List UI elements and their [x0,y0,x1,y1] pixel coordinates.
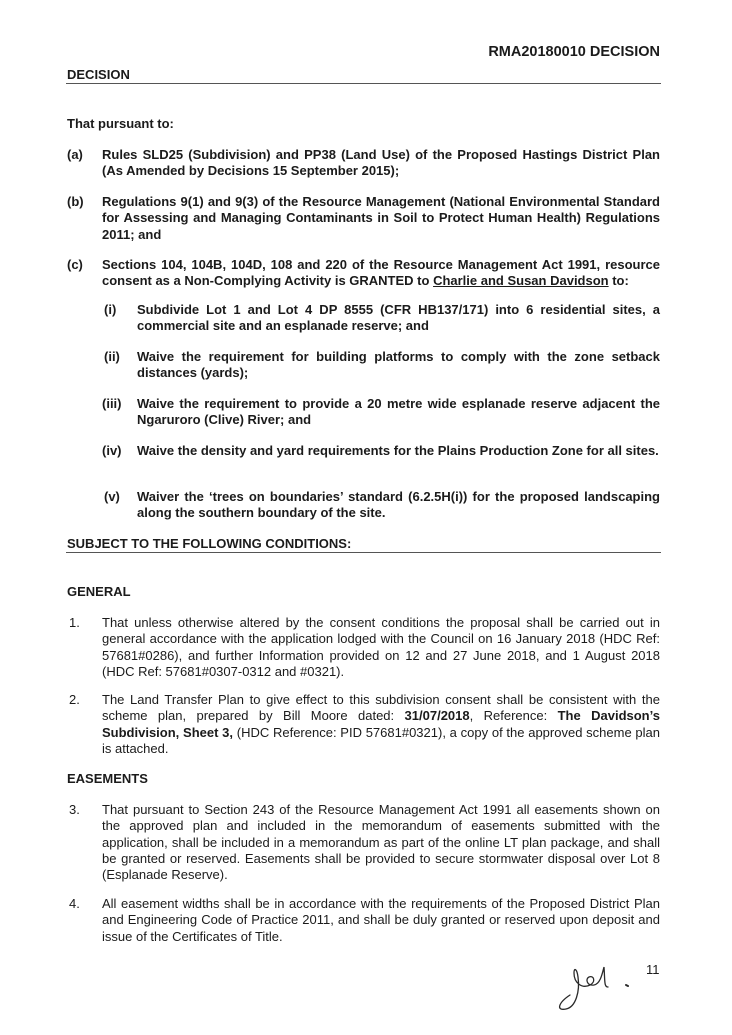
clause-text-tail: to: [608,273,629,289]
condition-text-a: The Land Transfer Plan to give effect to this subdivision consent shall be consistent with the scheme plan, prepared by Bill Moore dated: [102,692,660,724]
subclause-text: Waive the requirement to provide a 20 metre wide esplanade reserve adjacent the Ngaruroro (Clive) River; and [137,396,660,428]
clause-label: (c) [67,257,83,272]
clause-text [102,257,660,290]
subclause-text: Waive the density and yard requirements for the Plains Production Zone for all sites. [137,443,659,458]
subclause-text: Waiver the ‘trees on boundaries’ standard (6.2.5H(i)) for the proposed landscaping along the southern boundary of the site. [137,489,660,521]
page-number: 11 [646,962,660,977]
clause-label: (a) [67,147,83,162]
conditions-heading: SUBJECT TO THE FOLLOWING CONDITIONS: [67,536,352,551]
document-reference: RMA20180010 DECISION [488,44,660,60]
subclause-label: (iii) [102,396,122,411]
condition-number: 2. [69,692,80,707]
clause-text: Rules SLD25 (Subdivision) and PP38 (Land Use) of the Proposed Hastings District Plan (As Amended by Decisions 15 September 2015); [102,147,660,179]
intro-text: That pursuant to: [67,116,174,131]
condition-number: 1. [69,615,80,630]
condition-text-c: (HDC Reference: PID 57681#0321), a copy of the approved scheme plan is attached. [102,724,660,756]
subclause-label: (v) [104,489,120,504]
conditions-divider [66,552,661,553]
signature-initials [552,955,642,1015]
subclause-label: (i) [104,302,117,317]
condition-text: That unless otherwise altered by the consent conditions the proposal shall be carried out in general accordance with the application lodged with the Council on 16 January 2018 (HDC Ref: 57681#0286), and further Information provided on 12 and 27 June 2018, and 1 August 2018 (HDC Ref: 57681#0307-0312 and #0321). [102,615,660,679]
condition-text [102,692,660,757]
applicant-name: Charlie and Susan Davidson [433,273,609,289]
subclause-text: Subdivide Lot 1 and Lot 4 DP 8555 (CFR HB137/171) into 6 residential sites, a commercial site and an esplanade reserve; and [137,302,660,334]
plan-reference: The Davidson’s Subdivision, Sheet 3, [102,708,660,740]
clause-text: Regulations 9(1) and 9(3) of the Resource Management (National Environmental Standard for Assessing and Managing Contaminants in Soil to Protect Human Health) Regulations 2011; and [102,194,660,242]
header-divider [66,83,661,84]
subclause-text: Waive the requirement for building platforms to comply with the zone setback distances (yards); [137,349,660,381]
condition-text: All easement widths shall be in accordance with the requirements of the Proposed District Plan and Engineering Code of Practice 2011, and shall be duly granted or reserved upon deposit and issue of the Certificates of Title. [102,896,660,944]
condition-number: 3. [69,802,80,817]
clause-label: (b) [67,194,84,209]
condition-text: That pursuant to Section 243 of the Resource Management Act 1991 all easements shown on the approved plan and included in the memorandum of easements submitted with the application, shall be included in a memorandum as part of the online LT plan package, and shall be granted or reserved. Easements shall be provided to secure stormwater disposal over Lot 8 (Esplanade Reserve). [102,802,660,883]
easements-heading: EASEMENTS [67,771,148,786]
plan-date: 31/07/2018 [404,708,470,724]
section-title: DECISION [67,67,130,82]
general-heading: GENERAL [67,584,131,599]
subclause-label: (iv) [102,443,122,458]
condition-number: 4. [69,896,80,911]
condition-text-b: , Reference: [469,708,558,724]
clause-text-lead: Sections 104, 104B, 104D, 108 and 220 of the Resource Management Act 1991, resource consent as a Non-Complying Activity is GRANTED to [102,257,660,289]
subclause-label: (ii) [104,349,120,364]
